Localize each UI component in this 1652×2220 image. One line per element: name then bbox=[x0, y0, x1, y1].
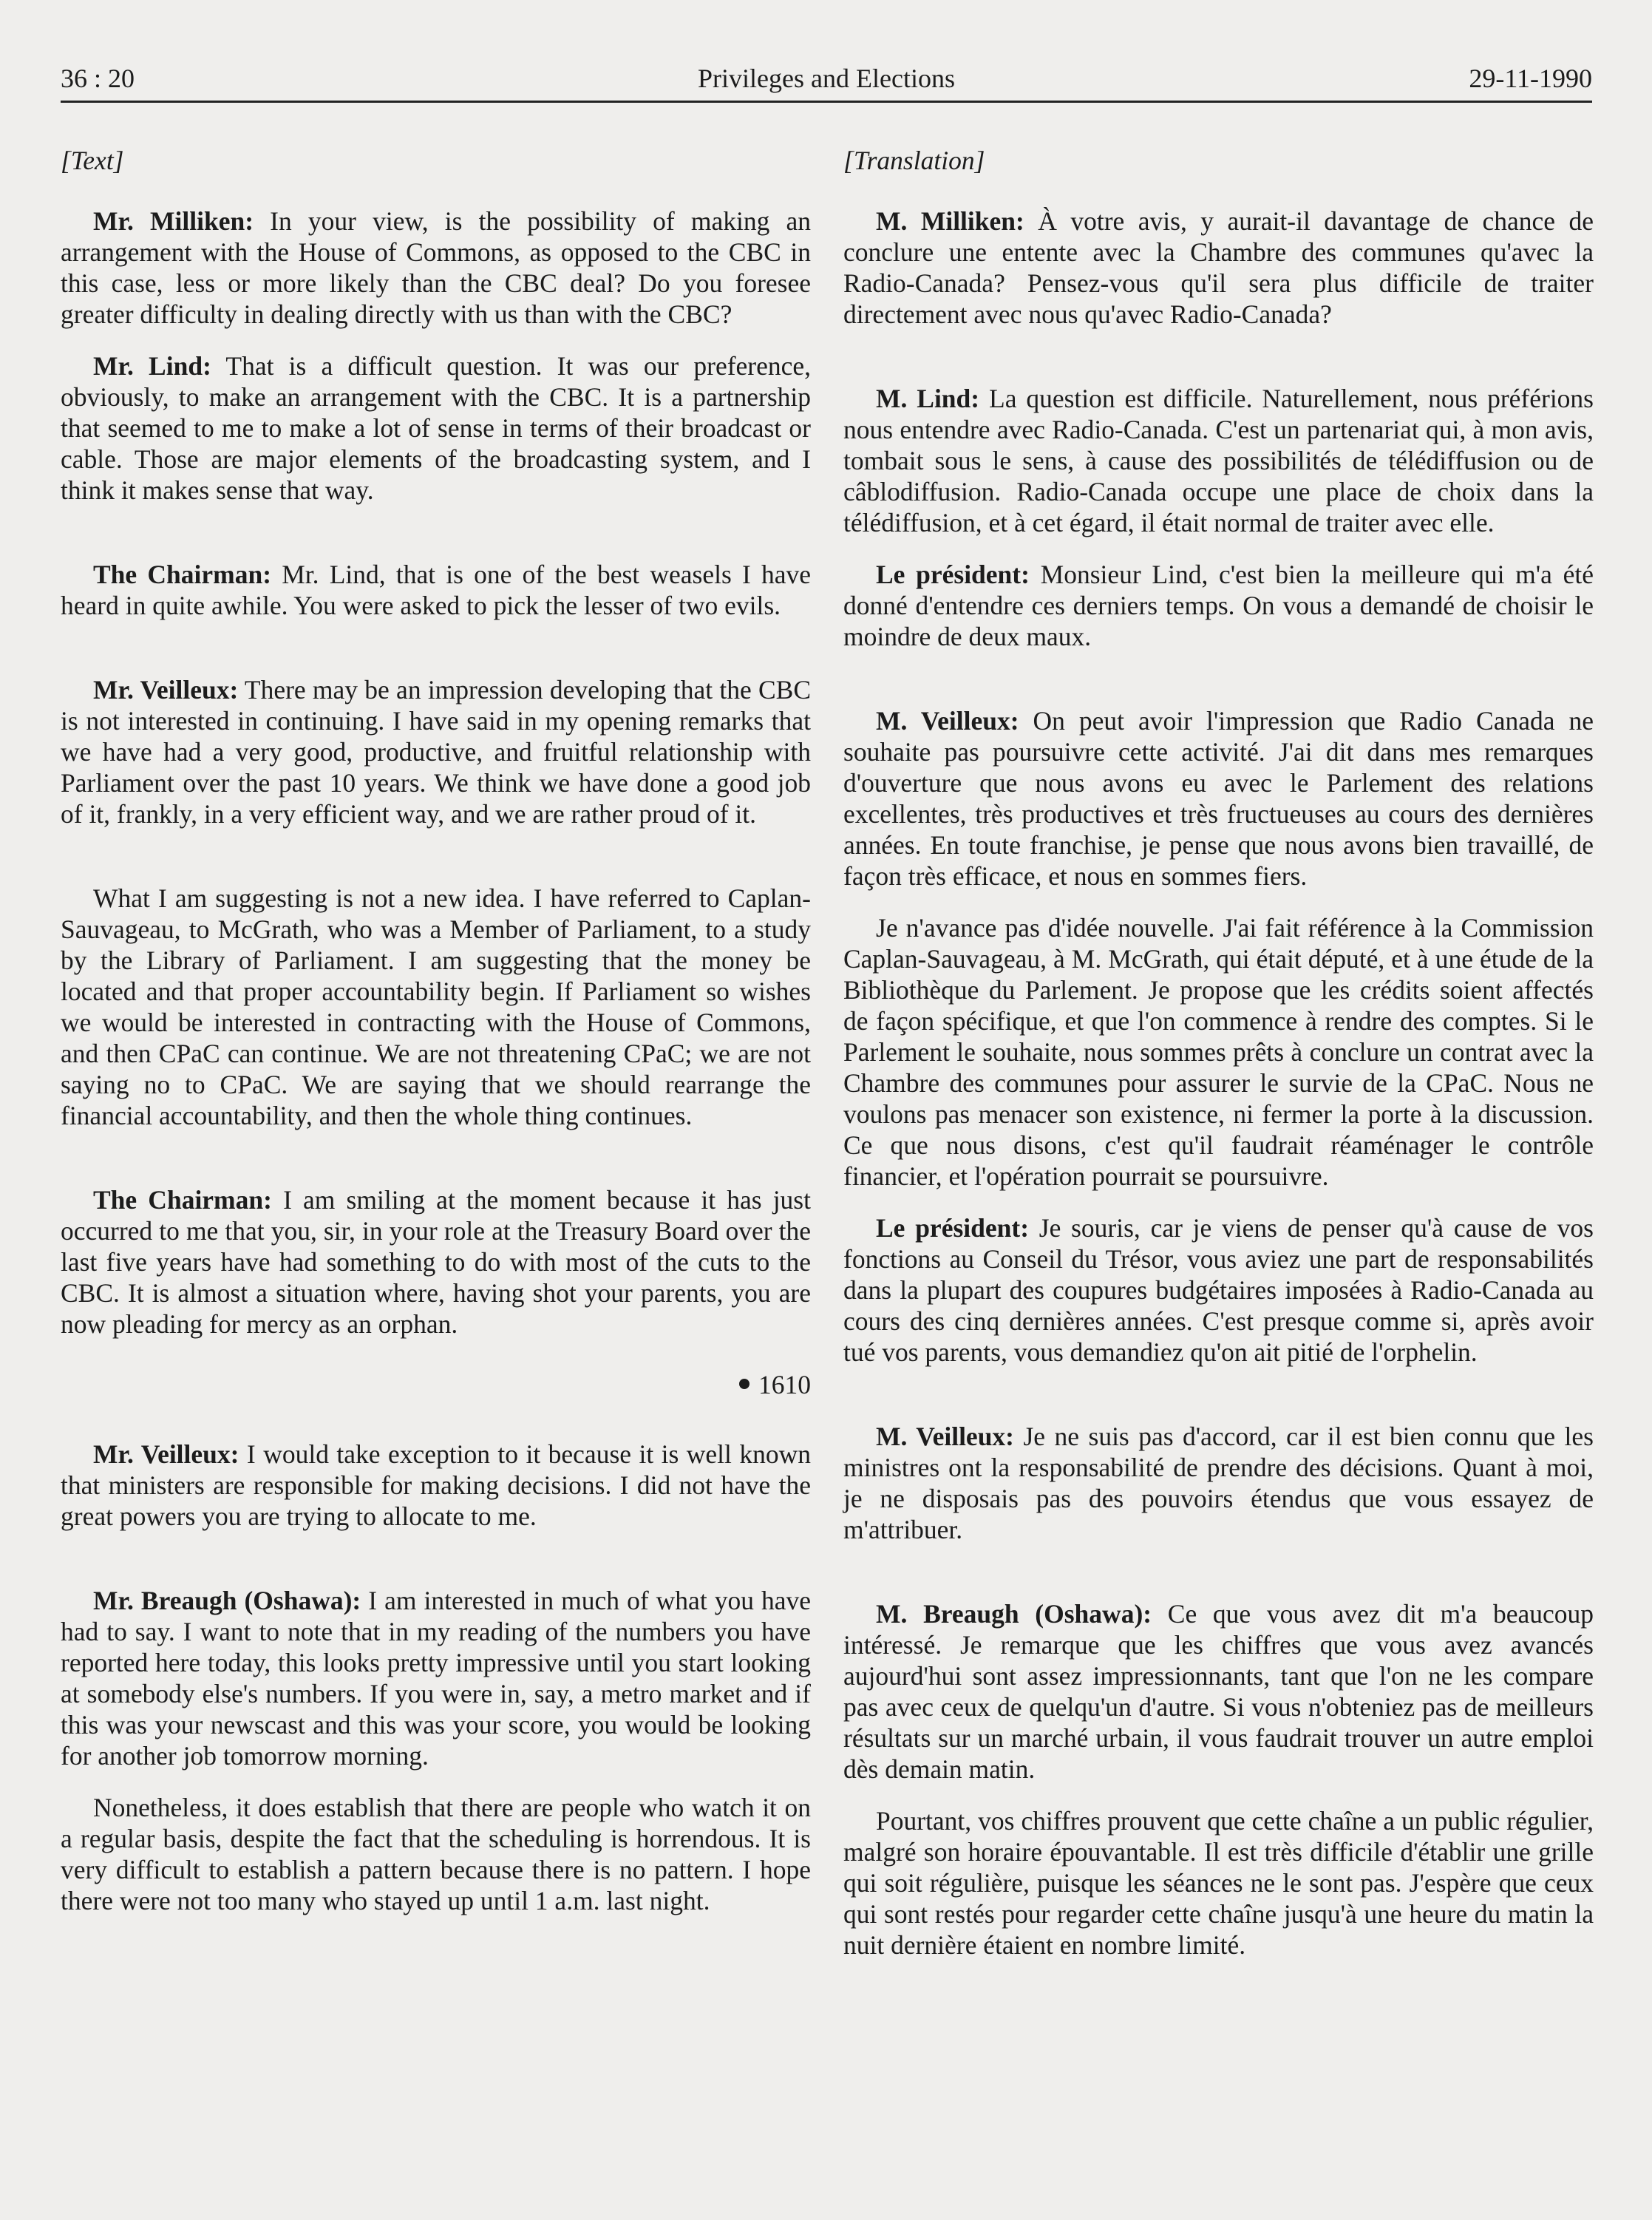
paragraph bbox=[843, 912, 1594, 1192]
speech-text: Mr. Lind, that is one of the best weasels I have heard in quite awhile. You were asked to pick the lesser of two evils. bbox=[61, 560, 811, 620]
speech-text: On peut avoir l'impression que Radio Canada ne souhaite pas poursuivre cette activité. J'ai dit dans mes remarques d'ouverture que nous avons eu avec le Parlement des relations excellentes, très productives et très fructueuses au cours des dernières années. En toute franchise, je pense que nous avons bien travaillé, de façon très efficace, et nous en sommes fiers. bbox=[843, 706, 1594, 891]
speech-text: Je n'avance pas d'idée nouvelle. J'ai fait référence à la Commission Caplan-Sauvageau, à M. McGrath, qui était député, et à une étude de la Bibliothèque du Parlement. Je propose que les crédits soient affectés de façon spécifique, et que l'on commence à rendre des comptes. Si le Parlement le souhaite, nous sommes prêts à conclure un contrat avec la Chambre des communes pour assurer le survie de la CPaC. Nous ne voulons pas menacer son existence, ni fermer la porte à la discussion. Ce que nous disons, c'est qu'il faudrait réaménager le contrôle financier, et l'opération pourrait se poursuivre. bbox=[843, 913, 1594, 1191]
paragraph bbox=[843, 705, 1594, 892]
speaker-name: The Chairman: bbox=[93, 1185, 272, 1215]
speaker-name: Le président: bbox=[876, 560, 1030, 589]
speaker-name: M. Breaugh (Oshawa): bbox=[876, 1599, 1152, 1629]
paragraph bbox=[843, 206, 1594, 330]
paragraph bbox=[843, 1805, 1594, 1961]
english-column bbox=[61, 145, 811, 2156]
french-column bbox=[843, 145, 1594, 2156]
paragraph bbox=[843, 559, 1594, 652]
speech-text: Monsieur Lind, c'est bien la meilleure qui m'a été donné d'entendre ces derniers temps. On vous a demandé de choisir le moindre de deux maux. bbox=[843, 560, 1594, 651]
speaker-name: Mr. Lind: bbox=[93, 351, 211, 381]
speech-text: Nonetheless, it does establish that there are people who watch it on a regular basis, despite the fact that the scheduling is horrendous. It is very difficult to establish a pattern because there is no pattern. I hope there were not too many who stayed up until 1 a.m. last night. bbox=[61, 1793, 811, 1915]
paragraph bbox=[61, 206, 811, 330]
speaker-name: Mr. Breaugh (Oshawa): bbox=[93, 1586, 361, 1615]
paragraph bbox=[61, 1792, 811, 1916]
speech-text: Pourtant, vos chiffres prouvent que cette chaîne a un public régulier, malgré son horaire épouvantable. Il est très difficile d'établir une grille qui soit régulière, puisque les séances ne le sont pas. J'espère que ceux qui sont restés pour regarder cette chaîne jusqu'à une heure du matin la nuit dernière étaient en nombre limité. bbox=[843, 1806, 1594, 1960]
paragraph bbox=[843, 383, 1594, 538]
speech-text: I would take exception to it because it is well known that ministers are responsible for making decisions. I did not have the great powers you are trying to allocate to me. bbox=[61, 1439, 811, 1531]
time-marker bbox=[61, 1369, 811, 1400]
header-rule bbox=[61, 101, 1592, 103]
speech-text: In your view, is the possibility of making an arrangement with the House of Commons, as opposed to the CBC in this case, less or more likely than the CBC deal? Do you foresee greater difficulty in dealing directly with us than with the CBC? bbox=[61, 206, 812, 329]
speech-text: That is a difficult question. It was our preference, obviously, to make an arrangement with the CBC. It is a partnership that seemed to me to make a lot of sense in terms of their broadcast or cable. Those are major elements of the broadcasting system, and I think it makes sense that way. bbox=[61, 351, 811, 505]
speech-text: I am smiling at the moment because it has just occurred to me that you, sir, in your role at the Treasury Board over the last five years have had something to do with most of the cuts to the CBC. It is almost a situation where, having shot your parents, you are now pleading for mercy as an orphan. bbox=[61, 1185, 811, 1339]
paragraph bbox=[61, 1439, 811, 1532]
speech-text: La question est difficile. Naturellement, nous préférions nous entendre avec Radio-Canada. C'est un partenariat qui, à mon avis, tombait sous le sens, à cause des possibilités de télédiffusion ou de câblodiffusion. Radio-Canada occupe une place de choix dans la télédiffusion, et à cet égard, il était normal de traiter avec elle. bbox=[843, 384, 1594, 537]
bullet-icon bbox=[739, 1379, 749, 1389]
speech-text: Je ne suis pas d'accord, car il est bien connu que les ministres ont la responsabilité de prendre des décisions. Quant à moi, je ne disposais pas des pouvoirs étendus que vous essayez de m'attribuer. bbox=[843, 1422, 1594, 1544]
speech-text: There may be an impression developing that the CBC is not interested in continuing. I have said in my opening remarks that we have had a very good, productive, and fruitful relationship with Parliament over the past 10 years. We think we have done a good job of it, frankly, in a very efficient way, and we are rather proud of it. bbox=[61, 675, 811, 829]
paragraph bbox=[61, 1585, 811, 1771]
speaker-name: M. Veilleux: bbox=[876, 1422, 1015, 1451]
speech-text: I am interested in much of what you have had to say. I want to note that in my reading of the numbers you have reported here today, this looks pretty impressive until you start looking at somebody else's numbers. If you were in, say, a metro market and if this was your newscast and this was your score, you would be looking for another job tomorrow morning. bbox=[61, 1586, 811, 1771]
paragraph bbox=[61, 1184, 811, 1340]
paragraph bbox=[843, 1212, 1594, 1368]
paragraph bbox=[843, 1421, 1594, 1545]
page-number: 36 : 20 bbox=[61, 64, 135, 93]
paragraph bbox=[61, 674, 811, 829]
page-header bbox=[61, 61, 1592, 96]
speaker-name: The Chairman: bbox=[93, 560, 272, 589]
column-tag: [Translation] bbox=[843, 146, 985, 175]
speaker-name: Mr. Veilleux: bbox=[93, 675, 239, 705]
speaker-name: Le président: bbox=[876, 1213, 1030, 1243]
paragraph bbox=[61, 350, 811, 506]
speaker-name: M. Lind: bbox=[876, 384, 980, 413]
publication-title: Privileges and Elections bbox=[698, 64, 955, 93]
paragraph bbox=[843, 1598, 1594, 1785]
paragraph bbox=[61, 883, 811, 1131]
speech-text: Je souris, car je viens de penser qu'à cause de vos fonctions au Conseil du Trésor, vous aviez une part de responsabilités dans la plupart des coupures budgétaires imposées à Radio-Canada au cours des cinq dernières années. C'est presque comme si, après avoir tué vos parents, vous demandiez qu'on ait pitié de l'orphelin. bbox=[843, 1213, 1594, 1367]
time-value: 1610 bbox=[758, 1370, 811, 1399]
speaker-name: M. Milliken: bbox=[876, 206, 1024, 236]
speech-text: À votre avis, y aurait-il davantage de chance de conclure une entente avec la Chambre des communes qu'avec la Radio-Canada? Pensez-vous qu'il sera plus difficile de traiter directement avec nous qu'avec Radio-Canada? bbox=[843, 206, 1594, 329]
column-tag: [Text] bbox=[61, 146, 124, 175]
paragraph bbox=[61, 559, 811, 621]
header-date: 29-11-1990 bbox=[1469, 64, 1592, 93]
speech-text: Ce que vous avez dit m'a beaucoup intéressé. Je remarque que les chiffres que vous avez avancés aujourd'hui sont assez impressionnants, tant que l'on ne les compare pas avec ceux de quelqu'un d'autre. Si vous n'obteniez pas de meilleurs résultats sur un marché urbain, il vous faudrait trouver un autre emploi dès demain matin. bbox=[843, 1599, 1594, 1784]
speaker-name: M. Veilleux: bbox=[876, 706, 1019, 736]
speech-text: What I am suggesting is not a new idea. I have referred to Caplan-Sauvageau, to McGrath, who was a Member of Parliament, to a study by the Library of Parliament. I am suggesting that the money be located and that proper accountability begin. If Parliament so wishes we would be interested in contracting with the House of Commons, and then CPaC can continue. We are not threatening CPaC; we are not saying no to CPaC. We are saying that we should rearrange the financial accountability, and then the whole thing continues. bbox=[61, 883, 811, 1130]
speaker-name: Mr. Milliken: bbox=[93, 206, 254, 236]
speaker-name: Mr. Veilleux: bbox=[93, 1439, 239, 1469]
